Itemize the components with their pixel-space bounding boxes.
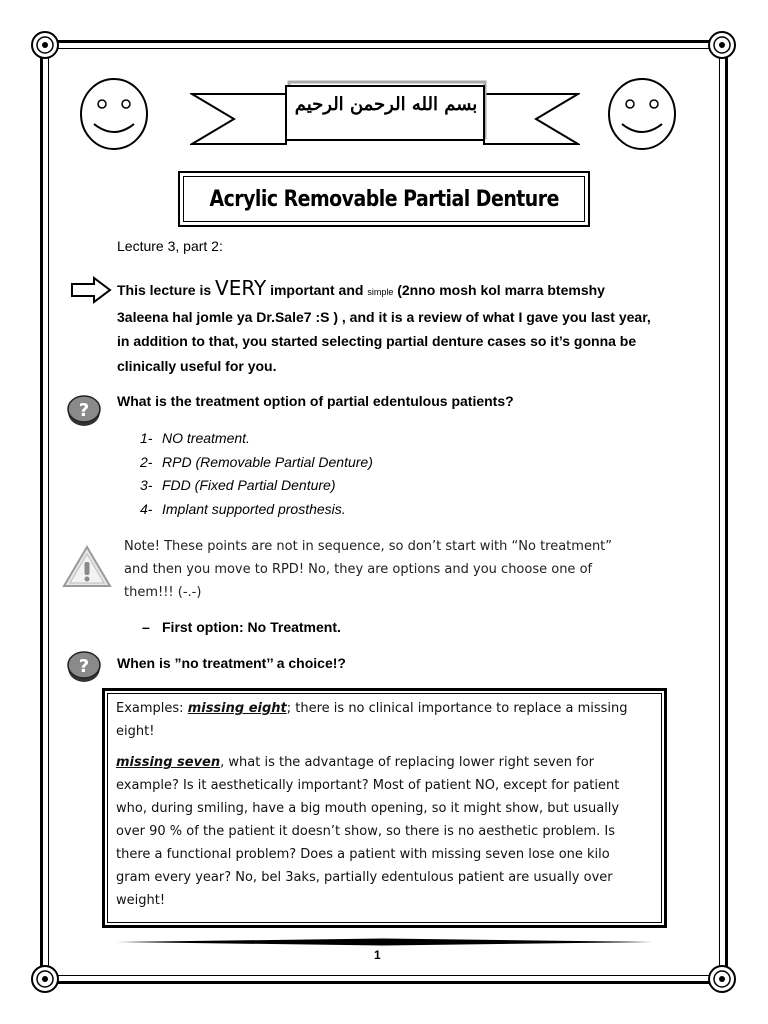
lecture-label: Lecture 3, part 2: [117, 238, 223, 254]
intro-text-3: (2nno mosh kol marra btemshy 3aleena hal jomle ya Dr.Sale7 :S ) , and it is a review of what I gave you last year, in addition to that, you started selecting partial denture cases so it’s gonna be clinically useful for you. [117, 282, 651, 374]
question-mark-icon [66, 394, 102, 428]
title-box [178, 171, 590, 227]
treatment-options-list [140, 427, 373, 521]
intro-very: VERY [215, 276, 267, 300]
question-treatment-options: What is the treatment option of partial edentulous patients? [117, 393, 514, 409]
banner-arabic-text: بسم الله الرحمن الرحيم [294, 94, 478, 115]
smiley-face-icon [78, 76, 150, 152]
question-no-treatment: When is ”no treatment’’ a choice!? [117, 655, 346, 671]
intro-text-1: This lecture is [117, 282, 216, 298]
intro-text-2: important and [266, 282, 368, 298]
question-mark-icon [66, 650, 102, 684]
page-title: Acrylic Removable Partial Denture [209, 186, 559, 212]
corner-ornament-icon [707, 964, 737, 994]
term-missing-seven: missing seven [116, 755, 221, 770]
page-number: 1 [374, 948, 381, 962]
corner-ornament-icon [30, 30, 60, 60]
first-option-heading: – First option: No Treatment. [142, 619, 341, 635]
arrow-right-icon [70, 276, 112, 304]
corner-ornament-icon [707, 30, 737, 60]
example-eight: Examples: missing eight; there is no clinical importance to replace a missing eight! [116, 701, 628, 739]
svg-text:?: ? [78, 400, 90, 421]
examples-text [116, 697, 646, 920]
warning-icon [62, 544, 112, 590]
svg-text:?: ? [78, 656, 90, 677]
list-item: 1- NO treatment. [140, 430, 250, 446]
list-item: 2- RPD (Removable Partial Denture) [140, 453, 373, 470]
intro-simple: simple [367, 287, 394, 297]
footer-divider [116, 938, 652, 946]
term-missing-eight: missing eight [187, 701, 287, 716]
intro-paragraph [117, 276, 657, 378]
smiley-face-icon [606, 76, 678, 152]
note-text: Note! These points are not in sequence, so don’t start with “No treatment” and then you move to RPD! No, they are options and you choose one of them!!! (-.-) [124, 539, 613, 600]
list-item: 3- FDD (Fixed Partial Denture) [140, 477, 336, 493]
list-item: 4- Implant supported prosthesis. [140, 500, 346, 517]
example-seven: missing seven, what is the advantage of replacing lower right seven for example? Is it aesthetically important? Most of patient NO, except for patient who, during smiling, have a big mouth opening, so it might show, but usually over 90 % of the patient it doesn’t show, so there is no aesthetic problem. Is there a functional problem? Does a patient with missing seven lose one kilo gram every year? No, bel 3aks, partially edentulous patient are usually over weight! [116, 755, 620, 908]
corner-ornament-icon [30, 964, 60, 994]
